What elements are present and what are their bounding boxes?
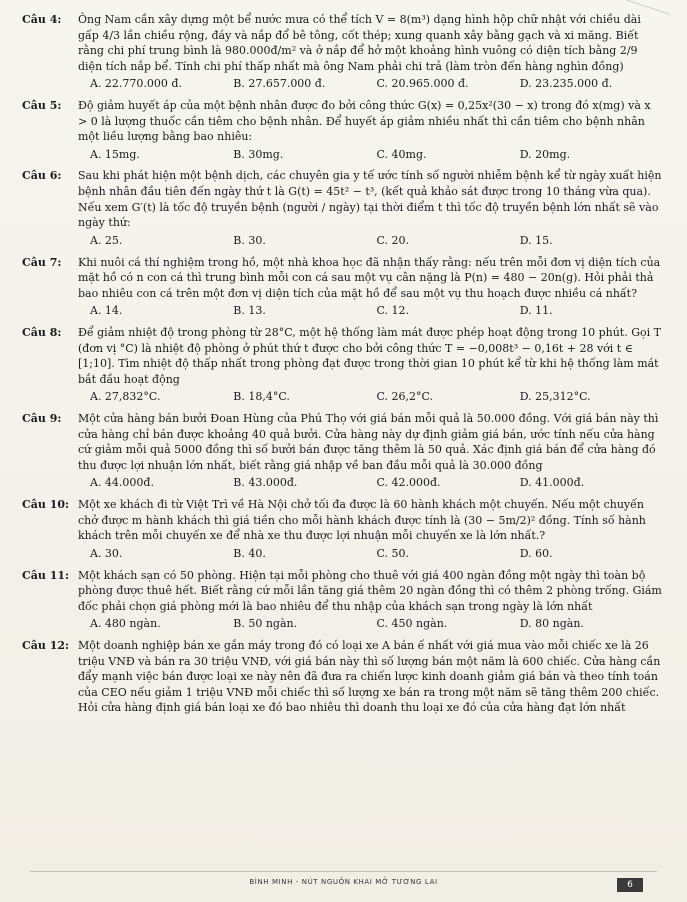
option-c: C. 12.: [376, 304, 410, 318]
page-number: 6: [617, 878, 643, 892]
option-d: D. 11.: [519, 304, 553, 318]
question-label: Câu 5:: [22, 99, 62, 113]
option-d: D. 60.: [519, 546, 553, 560]
question-text: Một cửa hàng bán bưởi Đoan Hùng của Phú Thọ với giá bán mỗi quả là 50.000 đồng. Với giá bán này thì cửa hàng chỉ bán được khoảng 40 quả bưởi. Cửa hàng này dự định giảm giá bán, ước tính nếu cửa hàng cứ giảm mỗi quả 5000 đồng thì số bưởi bán được tăng thêm là 50 quả. Xác định giá bán để cửa hàng đó thu được lợi nhuận lớn nhất, biết rằng giá nhập về ban đầu mỗi quả là 30.000 đồng: [78, 412, 659, 472]
option-c: C. 50.: [376, 546, 410, 560]
option-b: B. 30mg.: [233, 147, 284, 161]
question-12: [22, 638, 663, 716]
footer-divider: [30, 871, 657, 872]
question-8: [22, 325, 663, 405]
option-a: A. 14.: [90, 304, 123, 318]
question-label: Câu 9:: [22, 412, 62, 426]
option-c: C. 26,2°C.: [376, 390, 434, 404]
option-b: B. 27.657.000 đ.: [233, 77, 326, 91]
option-b: B. 13.: [233, 304, 266, 318]
option-d: D. 20mg.: [519, 147, 571, 161]
option-d: D. 23.235.000 đ.: [519, 77, 613, 91]
option-b: B. 18,4°C.: [233, 390, 290, 404]
options: [78, 147, 663, 163]
options: [78, 303, 663, 319]
question-6: [22, 168, 663, 248]
option-a: A. 22.770.000 đ.: [90, 77, 182, 91]
option-b: B. 30.: [233, 233, 266, 247]
option-c: C. 42.000đ.: [376, 476, 441, 490]
footer-text: BÌNH MINH - NÚT NGUỒN KHAI MỞ TƯƠNG LAI: [249, 878, 438, 887]
option-a: A. 25.: [90, 233, 123, 247]
question-label: Câu 8:: [22, 325, 62, 339]
question-label: Câu 11:: [22, 568, 70, 582]
option-a: A. 30.: [90, 546, 123, 560]
question-text: Khi nuôi cá thí nghiệm trong hồ, một nhà khoa học đã nhận thấy rằng: nếu trên mỗi đơn vị diện tích của mặt hồ có n con cá thì trung bình mỗi con cá sau một vụ cân nặng là P(n) = 480 − 20n(g). Hỏi phải thả bao nhiêu con cá trên một đơn vị diện tích của mặt hồ để sau một vụ thu hoạch được nhiều cá nhất?: [78, 255, 661, 300]
question-11: [22, 568, 663, 632]
options: [78, 546, 663, 562]
option-d: D. 41.000đ.: [519, 476, 585, 490]
option-c: C. 20.: [376, 233, 410, 247]
question-text: Độ giảm huyết áp của một bệnh nhân được đo bởi công thức G(x) = 0,25x²(30 − x) trong đó x(mg) và x > 0 là lượng thuốc cần tiêm cho bệnh nhân. Để huyết áp giảm nhiều nhất thì cần tiêm cho bệnh nhân một liều lượng bằng bao nhiêu:: [78, 99, 651, 144]
question-text: Một doanh nghiệp bán xe gắn máy trong đó có loại xe A bán ế nhất với giá mua vào mỗi chiếc xe là 26 triệu VNĐ và bán ra 30 triệu VNĐ, với giá bán này thì số lượng bán một năm là 600 chiếc. Cửa hàng cần đẩy mạnh việc bán được loại xe này nên đã đưa ra chiến lược kinh doanh giảm giá bán và theo tính toán của CEO nếu giảm 1 triệu VNĐ mỗi chiếc thì số lượng xe bán ra trong một năm sẽ tăng thêm 200 chiếc. Hỏi cửa hàng định giá bán loại xe đó bao nhiêu thì doanh thu loại xe đó của cửa hàng đạt lớn nhất: [78, 638, 661, 715]
question-label: Câu 12:: [22, 638, 70, 652]
option-d: D. 15.: [519, 233, 553, 247]
question-label: Câu 10:: [22, 498, 70, 512]
option-a: A. 15mg.: [90, 147, 140, 161]
option-a: A. 480 ngàn.: [90, 617, 161, 631]
option-c: C. 450 ngàn.: [376, 617, 448, 631]
options: [78, 233, 663, 249]
option-d: D. 25,312°C.: [519, 390, 591, 404]
question-text: Một xe khách đi từ Việt Trì về Hà Nội chở tối đa được là 60 hành khách một chuyến. Nếu một chuyến chở được m hành khách thì giá tiền cho mỗi hành khách được tính là (30 − 5m/2)² đồng. Tính số hành khách trên mỗi chuyến xe để nhà xe thu được lợi nhuận mỗi chuyến xe là lớn nhất.?: [78, 498, 646, 543]
question-text: Một khách sạn có 50 phòng. Hiện tại mỗi phòng cho thuê với giá 400 ngàn đồng một ngày thì toàn bộ phòng được thuê hết. Biết rằng cứ mỗi lần tăng giá thêm 20 ngàn đồng thì có thêm 2 phòng trống. Giám đốc phải chọn giá phòng mới là bao nhiêu để thu nhập của khách sạn trong ngày là lớn nhất: [78, 568, 662, 613]
options: [78, 475, 663, 491]
option-b: B. 40.: [233, 546, 266, 560]
question-label: Câu 4:: [22, 13, 62, 26]
option-a: A. 27,832°C.: [90, 390, 161, 404]
option-c: C. 40mg.: [376, 147, 427, 161]
option-d: D. 80 ngàn.: [519, 617, 584, 631]
question-9: [22, 411, 663, 491]
option-a: A. 44.000đ.: [90, 476, 154, 490]
question-label: Câu 7:: [22, 255, 62, 269]
question-text: Ông Nam cần xây dựng một bể nước mưa có thể tích V = 8(m³) dạng hình hộp chữ nhật với chiều dài gấp 4/3 lần chiều rộng, đáy và nắp đổ bê tông, cốt thép; xung quanh xây bằng gạch và xi măng. Biết rằng chi phí trung bình là 980.000đ/m² và ở nắp để hở một khoảng hình vuông có diện tích bằng 2/9 diện tích nắp bể. Tính chi phí thấp nhất mà ông Nam phải chi trả (làm tròn đến hàng nghìn đồng): [78, 13, 641, 73]
question-7: [22, 255, 663, 319]
question-5: [22, 98, 663, 162]
question-list: [22, 12, 663, 722]
options: [78, 389, 663, 405]
options: [78, 616, 663, 632]
question-text: Để giảm nhiệt độ trong phòng từ 28°C, một hệ thống làm mát được phép hoạt động trong 10 phút. Gọi T (đơn vị °C) là nhiệt độ phòng ở phút thứ t được cho bởi công thức T = −0,008t³ − 0,16t + 28 với t ∈ [1;10]. Tìm nhiệt độ thấp nhất trong phòng đạt được trong thời gian 10 phút kể từ khi hệ thống làm mát bắt đầu hoạt động: [78, 325, 661, 386]
question-label: Câu 6:: [22, 169, 62, 183]
question-text: Sau khi phát hiện một bệnh dịch, các chuyên gia y tế ước tính số người nhiễm bệnh kể từ ngày xuất hiện bệnh nhân đầu tiên đến ngày thứ t là G(t) = 45t² − t³, (kết quả khảo sát được trong 10 tháng vừa qua). Nếu xem G′(t) là tốc độ truyền bệnh (người / ngày) tại thời điểm t thì tốc độ truyền bệnh lớn nhất sẽ vào ngày thứ:: [78, 169, 662, 230]
option-b: B. 43.000đ.: [233, 476, 298, 490]
option-b: B. 50 ngàn.: [233, 617, 298, 631]
question-10: [22, 497, 663, 561]
option-c: C. 20.965.000 đ.: [376, 77, 469, 91]
question-4: [22, 12, 663, 92]
options: [78, 76, 663, 92]
